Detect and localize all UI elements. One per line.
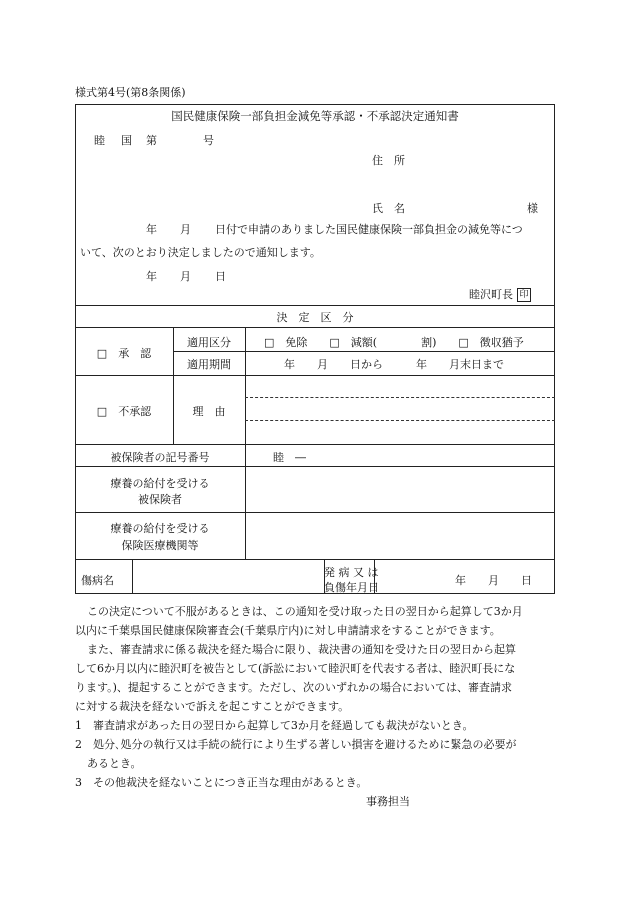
onset-label-1: 発 病 又 は xyxy=(324,566,379,579)
doc-number-country: 国 xyxy=(121,134,132,147)
notice-item-1: 1 審査請求があった日の翌日から起算して3か月を経過しても裁決がないとき。 xyxy=(75,719,474,732)
onset-label-2: 負傷年月日 xyxy=(324,581,379,594)
divider xyxy=(75,466,555,467)
issuer xyxy=(469,286,531,302)
category-label: 適用区分 xyxy=(187,336,231,349)
intro-line1: 日付で申請のありました国民健康保険一部負担金の減免等につ xyxy=(215,223,523,236)
reason-label: 理 由 xyxy=(192,405,226,418)
notice-item-2-line1: 2 処分､処分の執行又は手続の続行により生ずる著しい損害を避けるために緊急の必要が xyxy=(75,738,517,751)
doc-number-dai: 第 xyxy=(146,134,157,147)
intro-year: 年 xyxy=(146,223,157,236)
notice-item-2-line2: あるとき。 xyxy=(87,757,142,770)
notice-p1-line1: この決定について不服があるときは、この通知を受け取った日の翌日から起算して3か月 xyxy=(87,605,523,618)
divider xyxy=(245,444,246,559)
document-title: 国民健康保険一部負担金減免等承認・不承認決定通知書 xyxy=(171,109,459,123)
issuer-name: 睦沢町長 xyxy=(469,288,513,301)
insured-number-label: 被保険者の記号番号 xyxy=(110,451,210,464)
divider xyxy=(75,375,555,376)
date-year: 年 xyxy=(146,270,157,283)
form-number: 様式第4号(第8条関係) xyxy=(75,86,186,99)
divider xyxy=(75,444,555,445)
name-suffix: 様 xyxy=(527,202,538,215)
onset-date: 年 月 日 xyxy=(455,574,532,587)
name-label: 氏 名 xyxy=(372,202,405,215)
divider xyxy=(173,351,555,352)
notice-p2-line3: ります。)、提起することができます。ただし、次のいずれかの場合においては、審査請求 xyxy=(75,681,513,694)
divider xyxy=(245,327,246,444)
date-month: 月 xyxy=(180,270,191,283)
doc-number-prefix: 睦 xyxy=(94,134,105,147)
notice-p2-line4: に対する裁決を経ないで訴えを起こすことができます。 xyxy=(75,700,350,713)
notice-p2-line1: また、審査請求に係る裁決を経た場合に限り、裁決書の通知を受けた日の翌日から起算 xyxy=(87,643,516,656)
divider xyxy=(75,327,555,328)
intro-line2: いて、次のとおり決定しましたので通知します。 xyxy=(80,246,321,259)
divider xyxy=(374,559,375,594)
notice-p2-line2: して6か月以内に睦沢町を被告として(訴訟において睦沢町を代表する者は、睦沢町長にな xyxy=(75,662,516,675)
rejected-checkbox-label: □ 不承認 xyxy=(96,405,152,418)
intro-month: 月 xyxy=(180,223,191,236)
notice-item-3: 3 その他裁決を経ないことにつき正当な理由があるとき。 xyxy=(75,776,368,789)
date-day: 日 xyxy=(215,270,226,283)
doc-number-go: 号 xyxy=(203,134,214,147)
category-options: □ 免除 □ 減額( 割) □ 徴収猶予 xyxy=(264,336,524,349)
divider xyxy=(75,305,555,306)
period-label: 適用期間 xyxy=(187,358,231,371)
approved-checkbox-label: □ 承 認 xyxy=(96,347,152,360)
divider xyxy=(75,559,555,560)
reason-line xyxy=(245,420,555,421)
staff-label: 事務担当 xyxy=(366,795,410,808)
address-label: 住 所 xyxy=(372,154,405,167)
seal-stamp: 印 xyxy=(517,288,531,302)
recipient-label-2: 被保険者 xyxy=(138,493,182,506)
disease-label: 傷病名 xyxy=(81,574,114,587)
reason-line xyxy=(245,397,555,398)
notice-p1-line2: 以内に千葉県国民健康保険審査会(千葉県庁内)に対し申請請求をすることができます。 xyxy=(75,624,501,637)
recipient-label-1: 療養の給付を受ける xyxy=(110,477,210,490)
divider xyxy=(75,512,555,513)
institution-label-1: 療養の給付を受ける xyxy=(110,522,210,535)
decision-header: 決 定 区 分 xyxy=(276,311,354,324)
divider xyxy=(132,559,133,594)
insured-number-value: 睦 ― xyxy=(273,451,306,464)
period-value: 年 月 日から 年 月末日まで xyxy=(284,358,504,371)
institution-label-2: 保険医療機関等 xyxy=(121,539,199,552)
